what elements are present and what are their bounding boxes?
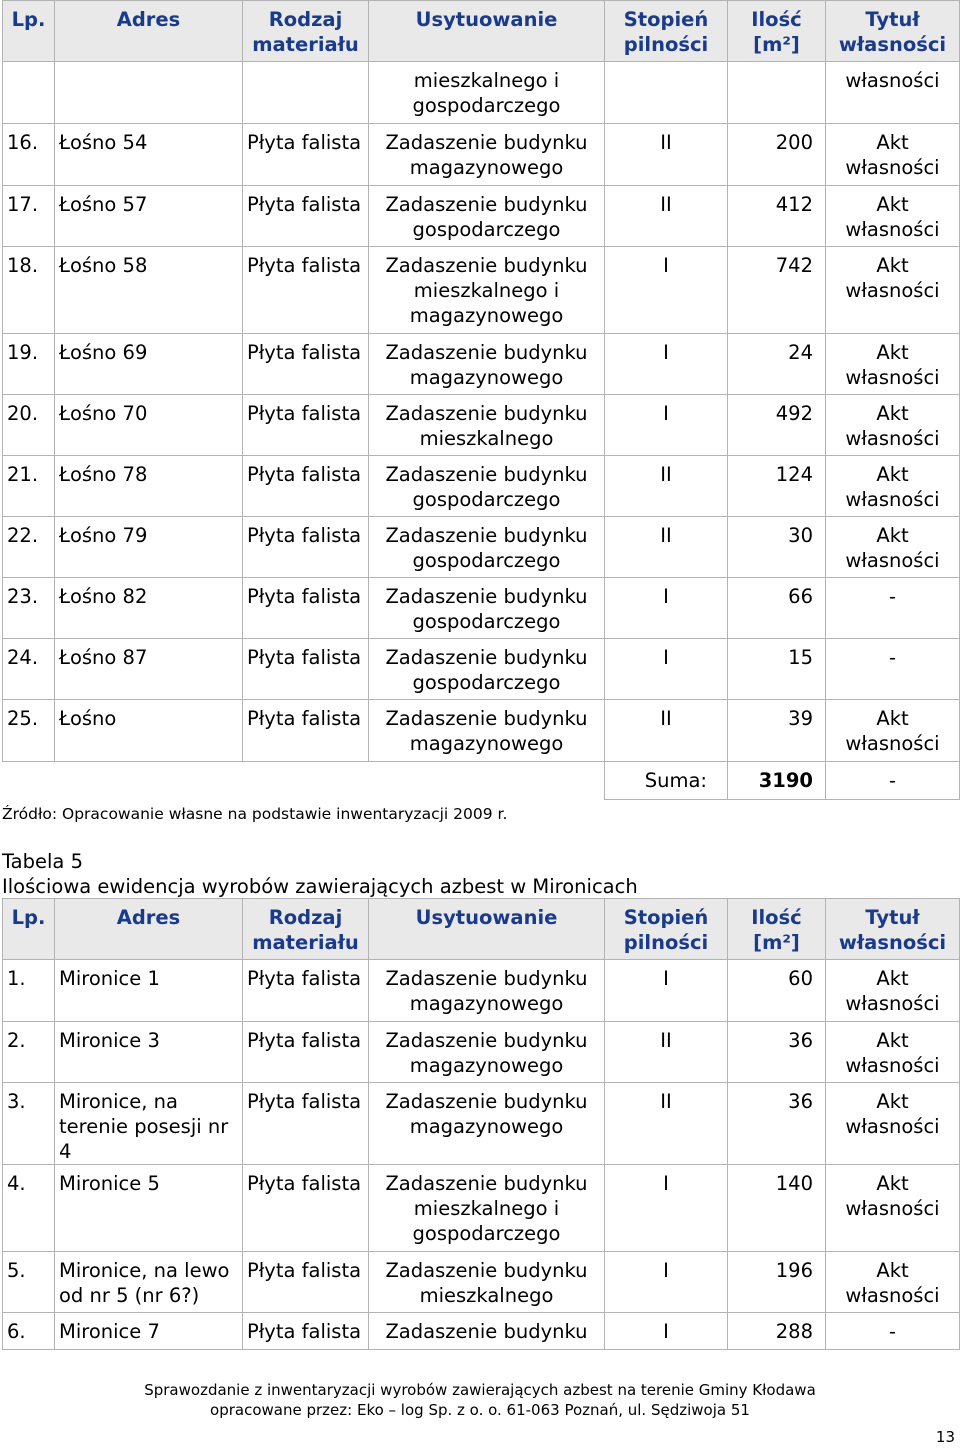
cell-tytul: Akt własności: [826, 334, 960, 395]
cell-rodzaj: Płyta falista: [243, 700, 369, 762]
cell-stopien: I: [605, 247, 728, 334]
cell-adres: Łośno: [55, 700, 243, 762]
cell-tytul: Akt własności: [826, 124, 960, 186]
cell-ilosc: 24: [728, 334, 826, 395]
cell-lp: 21.: [3, 456, 55, 517]
table-caption-title: Tabela 5: [2, 850, 83, 873]
header-tytul: Tytuł własności: [826, 899, 960, 960]
table-row: [3, 1252, 960, 1313]
suma-label: Suma:: [605, 762, 728, 800]
suma-spacer: [3, 762, 605, 800]
cell-usytuowanie: Zadaszenie budynku magazynowego: [369, 124, 605, 186]
cell-stopien: I: [605, 395, 728, 456]
cell-adres: [55, 62, 243, 124]
cell-ilosc: 39: [728, 700, 826, 762]
cell-lp: 24.: [3, 639, 55, 700]
cell-ilosc: 15: [728, 639, 826, 700]
table-row: [3, 1313, 960, 1350]
cell-ilosc: 492: [728, 395, 826, 456]
cell-stopien: I: [605, 1252, 728, 1313]
cell-adres: Łośno 87: [55, 639, 243, 700]
cell-ilosc: 60: [728, 960, 826, 1022]
cell-usytuowanie: Zadaszenie budynku magazynowego: [369, 960, 605, 1022]
cell-tytul: Akt własności: [826, 517, 960, 578]
cell-tytul: Akt własności: [826, 1252, 960, 1313]
page-number: 13: [935, 1428, 955, 1446]
cell-tytul: własności: [826, 62, 960, 124]
cell-tytul: -: [826, 578, 960, 639]
cell-lp: 18.: [3, 247, 55, 334]
header-rodzaj: Rodzaj materiału: [243, 899, 369, 960]
cell-rodzaj: Płyta falista: [243, 186, 369, 247]
cell-usytuowanie: Zadaszenie budynku gospodarczego: [369, 517, 605, 578]
cell-ilosc: 140: [728, 1165, 826, 1252]
cell-adres: Mironice, na terenie posesji nr 4: [55, 1083, 243, 1165]
cell-usytuowanie: Zadaszenie budynku gospodarczego: [369, 639, 605, 700]
cell-ilosc: 30: [728, 517, 826, 578]
cell-stopien: II: [605, 456, 728, 517]
cell-stopien: II: [605, 1022, 728, 1083]
cell-usytuowanie: Zadaszenie budynku mieszkalnego: [369, 395, 605, 456]
cell-usytuowanie: Zadaszenie budynku gospodarczego: [369, 578, 605, 639]
cell-usytuowanie: Zadaszenie budynku magazynowego: [369, 334, 605, 395]
table-row: [3, 639, 960, 700]
cell-tytul: -: [826, 1313, 960, 1350]
cell-tytul: -: [826, 639, 960, 700]
cell-lp: 16.: [3, 124, 55, 186]
header-stopien: Stopień pilności: [605, 1, 728, 62]
cell-usytuowanie: Zadaszenie budynku: [369, 1313, 605, 1350]
cell-tytul: Akt własności: [826, 395, 960, 456]
cell-ilosc: 196: [728, 1252, 826, 1313]
cell-rodzaj: Płyta falista: [243, 124, 369, 186]
header-adres: Adres: [55, 1, 243, 62]
suma-row: [3, 762, 960, 800]
cell-usytuowanie: Zadaszenie budynku mieszkalnego i magazynowego: [369, 247, 605, 334]
cell-lp: 1.: [3, 960, 55, 1022]
cell-adres: Łośno 58: [55, 247, 243, 334]
cell-rodzaj: Płyta falista: [243, 578, 369, 639]
cell-usytuowanie: Zadaszenie budynku gospodarczego: [369, 456, 605, 517]
cell-adres: Mironice 1: [55, 960, 243, 1022]
cell-adres: Łośno 57: [55, 186, 243, 247]
table-row-continuation: [3, 62, 960, 124]
cell-lp: 5.: [3, 1252, 55, 1313]
cell-adres: Łośno 54: [55, 124, 243, 186]
cell-usytuowanie: Zadaszenie budynku mieszkalnego i gospodarczego: [369, 1165, 605, 1252]
header-rodzaj: Rodzaj materiału: [243, 1, 369, 62]
cell-lp: 20.: [3, 395, 55, 456]
table-header-row: [3, 899, 960, 960]
cell-lp: 22.: [3, 517, 55, 578]
cell-adres: Mironice, na lewo od nr 5 (nr 6?): [55, 1252, 243, 1313]
cell-tytul: Akt własności: [826, 1083, 960, 1165]
table-row: [3, 334, 960, 395]
cell-usytuowanie: mieszkalnego i gospodarczego: [369, 62, 605, 124]
cell-rodzaj: Płyta falista: [243, 1083, 369, 1165]
cell-adres: Łośno 70: [55, 395, 243, 456]
cell-rodzaj: Płyta falista: [243, 1313, 369, 1350]
cell-tytul: Akt własności: [826, 456, 960, 517]
cell-ilosc: 36: [728, 1022, 826, 1083]
cell-ilosc: 412: [728, 186, 826, 247]
table-row: [3, 186, 960, 247]
cell-usytuowanie: Zadaszenie budynku gospodarczego: [369, 186, 605, 247]
table-row: [3, 517, 960, 578]
header-tytul: Tytuł własności: [826, 1, 960, 62]
cell-ilosc: 742: [728, 247, 826, 334]
footer-report-title: Sprawozdanie z inwentaryzacji wyrobów zawierających azbest na terenie Gminy Kłodawa: [144, 1381, 816, 1399]
header-lp: Lp.: [3, 899, 55, 960]
cell-adres: Mironice 7: [55, 1313, 243, 1350]
cell-tytul: Akt własności: [826, 1022, 960, 1083]
cell-rodzaj: [243, 62, 369, 124]
table-row: [3, 700, 960, 762]
cell-rodzaj: Płyta falista: [243, 247, 369, 334]
cell-ilosc: 36: [728, 1083, 826, 1165]
table-row: [3, 395, 960, 456]
cell-rodzaj: Płyta falista: [243, 1252, 369, 1313]
cell-ilosc: 124: [728, 456, 826, 517]
cell-stopien: I: [605, 1313, 728, 1350]
header-lp: Lp.: [3, 1, 55, 62]
cell-lp: 17.: [3, 186, 55, 247]
cell-adres: Łośno 79: [55, 517, 243, 578]
cell-usytuowanie: Zadaszenie budynku magazynowego: [369, 1083, 605, 1165]
cell-stopien: II: [605, 1083, 728, 1165]
cell-stopien: I: [605, 578, 728, 639]
cell-stopien: I: [605, 334, 728, 395]
cell-usytuowanie: Zadaszenie budynku magazynowego: [369, 1022, 605, 1083]
cell-lp: 25.: [3, 700, 55, 762]
cell-lp: 6.: [3, 1313, 55, 1350]
header-adres: Adres: [55, 899, 243, 960]
cell-stopien: II: [605, 124, 728, 186]
table-row: [3, 124, 960, 186]
cell-rodzaj: Płyta falista: [243, 395, 369, 456]
cell-tytul: Akt własności: [826, 700, 960, 762]
header-usytuowanie: Usytuowanie: [369, 1, 605, 62]
cell-stopien: I: [605, 960, 728, 1022]
source-note: Źródło: Opracowanie własne na podstawie inwentaryzacji 2009 r.: [2, 805, 508, 823]
cell-lp: [3, 62, 55, 124]
cell-stopien: II: [605, 186, 728, 247]
suma-value: 3190: [728, 762, 826, 800]
cell-stopien: II: [605, 517, 728, 578]
table-header-row: [3, 1, 960, 62]
cell-lp: 19.: [3, 334, 55, 395]
cell-ilosc: 288: [728, 1313, 826, 1350]
cell-adres: Łośno 82: [55, 578, 243, 639]
table-row: [3, 1083, 960, 1165]
table-row: [3, 456, 960, 517]
cell-stopien: [605, 62, 728, 124]
cell-usytuowanie: Zadaszenie budynku mieszkalnego: [369, 1252, 605, 1313]
table-losno: [2, 0, 960, 800]
cell-adres: Mironice 5: [55, 1165, 243, 1252]
table-row: [3, 1022, 960, 1083]
cell-rodzaj: Płyta falista: [243, 639, 369, 700]
cell-ilosc: 66: [728, 578, 826, 639]
header-stopien: Stopień pilności: [605, 899, 728, 960]
cell-lp: 3.: [3, 1083, 55, 1165]
cell-rodzaj: Płyta falista: [243, 334, 369, 395]
cell-stopien: I: [605, 639, 728, 700]
cell-tytul: Akt własności: [826, 186, 960, 247]
table-row: [3, 960, 960, 1022]
header-usytuowanie: Usytuowanie: [369, 899, 605, 960]
cell-rodzaj: Płyta falista: [243, 960, 369, 1022]
cell-rodzaj: Płyta falista: [243, 1165, 369, 1252]
cell-usytuowanie: Zadaszenie budynku magazynowego: [369, 700, 605, 762]
cell-rodzaj: Płyta falista: [243, 1022, 369, 1083]
table-caption-subtitle: Ilościowa ewidencja wyrobów zawierających azbest w Mironicach: [2, 875, 638, 898]
table-row: [3, 1165, 960, 1252]
cell-ilosc: [728, 62, 826, 124]
cell-rodzaj: Płyta falista: [243, 517, 369, 578]
cell-stopien: I: [605, 1165, 728, 1252]
table-mironice: [2, 898, 960, 1350]
suma-tytul: -: [826, 762, 960, 800]
header-ilosc: Ilość [m²]: [728, 899, 826, 960]
cell-tytul: Akt własności: [826, 247, 960, 334]
cell-lp: 2.: [3, 1022, 55, 1083]
cell-adres: Łośno 69: [55, 334, 243, 395]
cell-rodzaj: Płyta falista: [243, 456, 369, 517]
cell-tytul: Akt własności: [826, 1165, 960, 1252]
cell-ilosc: 200: [728, 124, 826, 186]
table-row: [3, 247, 960, 334]
cell-adres: Mironice 3: [55, 1022, 243, 1083]
cell-stopien: II: [605, 700, 728, 762]
table-row: [3, 578, 960, 639]
cell-lp: 23.: [3, 578, 55, 639]
footer-company: opracowane przez: Eko – log Sp. z o. o. 61-063 Poznań, ul. Sędziwoja 51: [210, 1401, 750, 1419]
header-ilosc: Ilość [m²]: [728, 1, 826, 62]
cell-lp: 4.: [3, 1165, 55, 1252]
cell-tytul: Akt własności: [826, 960, 960, 1022]
cell-adres: Łośno 78: [55, 456, 243, 517]
